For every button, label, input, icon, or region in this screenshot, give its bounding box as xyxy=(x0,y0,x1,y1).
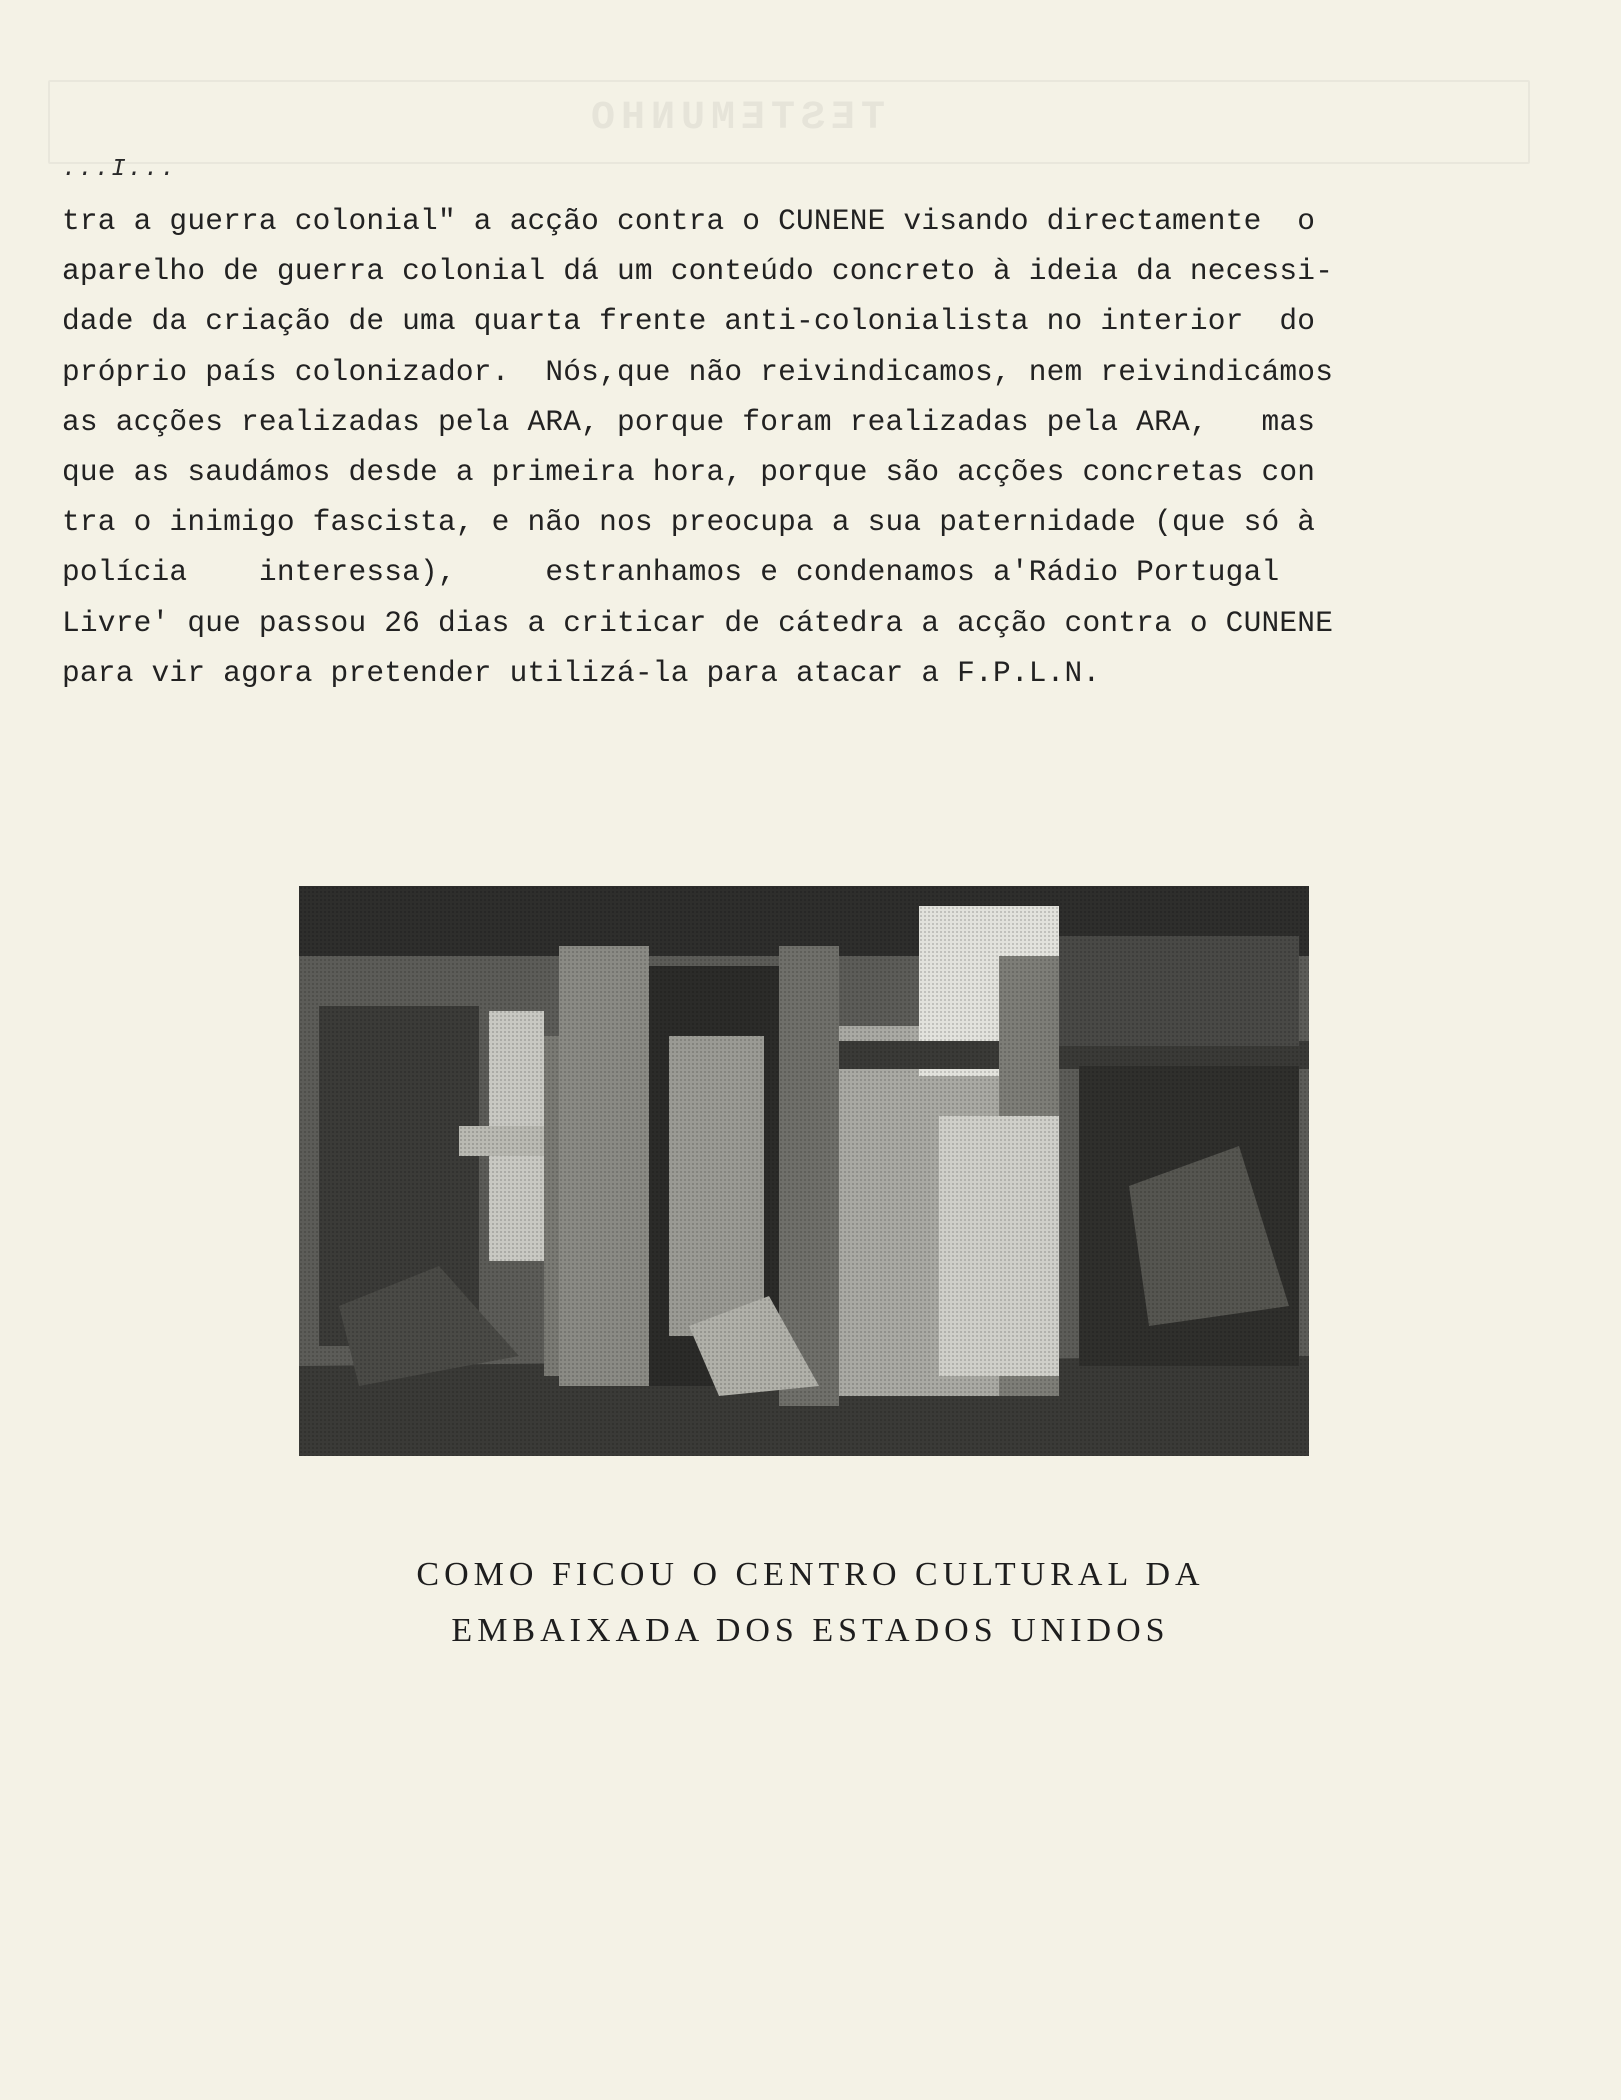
text-line: polícia interessa), estranhamos e condenamos a'Rádio Portugal xyxy=(62,555,1280,590)
photo-caption-line-2: EMBAIXADA DOS ESTADOS UNIDOS xyxy=(451,1612,1170,1649)
text-line: para vir agora pretender utilizá-la para atacar a F.P.L.N. xyxy=(62,655,1101,690)
photo-caption-line-1: COMO FICOU O CENTRO CULTURAL DA xyxy=(416,1556,1205,1593)
text-line: dade da criação de uma quarta frente anti-colonialista no interior do xyxy=(62,304,1316,339)
text-line: que as saudámos desde a primeira hora, porque são acções concretas con xyxy=(62,455,1316,490)
text-line: Livre' que passou 26 dias a criticar de cátedra a acção contra o CUNENE xyxy=(62,605,1334,640)
bleed-through-header-text: TESTEMUNHO xyxy=(585,96,886,141)
text-line: tra o inimigo fascista, e não nos preocupa a sua paternidade (que só à xyxy=(62,505,1316,540)
text-line: tra a guerra colonial" a acção contra o CUNENE visando directamente o xyxy=(62,204,1316,238)
text-line: as acções realizadas pela ARA, porque foram realizadas pela ARA, mas xyxy=(62,404,1316,439)
continuation-mark: ...I... xyxy=(62,156,177,183)
body-text xyxy=(62,196,1522,698)
text-line: próprio país colonizador. Nós,que não reivindicamos, nem reivindicámos xyxy=(62,354,1334,389)
text-line: aparelho de guerra colonial dá um conteúdo concreto à ideia da necessi- xyxy=(62,254,1334,289)
halftone-photo-damaged-cultural-center xyxy=(299,886,1309,1456)
